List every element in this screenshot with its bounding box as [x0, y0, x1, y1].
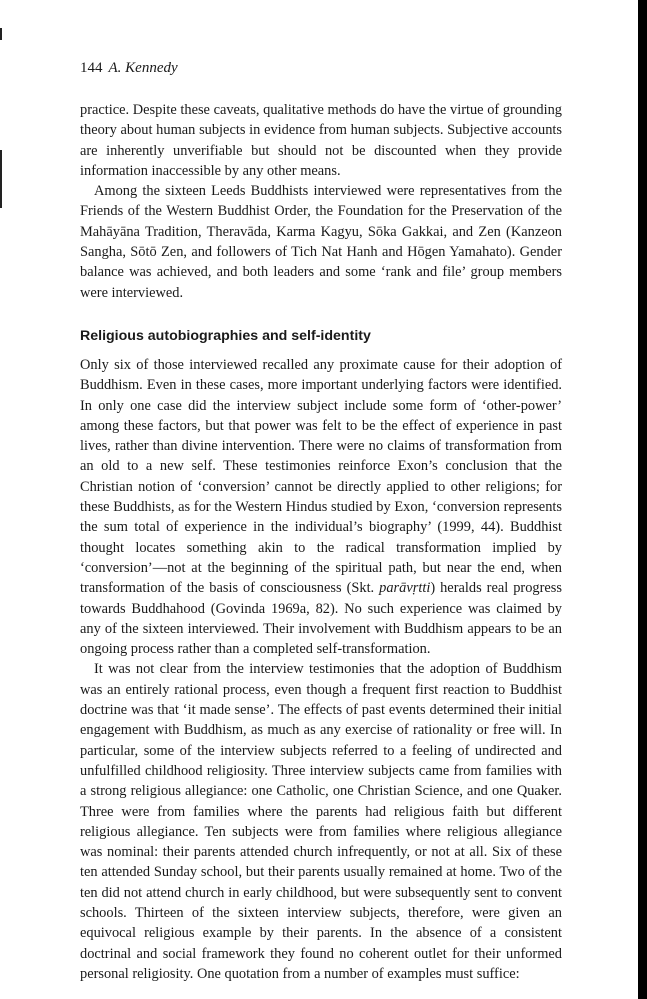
running-head-author: A. Kennedy: [108, 60, 178, 76]
page-number: 144: [80, 60, 103, 76]
scan-margin-mark: [0, 28, 2, 40]
sanskrit-term: parāvṛtti: [379, 580, 431, 597]
section-heading: Religious autobiographies and self-identity: [80, 327, 371, 344]
scan-edge-bar: [638, 0, 647, 999]
paragraph-interviewees: Among the sixteen Leeds Buddhists interviewed were representatives from the Friends of the Western Buddhist Order, the Foundation for the Preservation of the Mahāyāna Tradition, Theravāda, Karma Kagyu, Sōka Gakkai, and Zen (Kanzeon Sangha, Sōtō Zen, and followers of Tich Nat Hanh and Hōgen Yamahato). Gender balance was achieved, and both leaders and some ‘rank and file’ group members were interviewed.: [80, 183, 562, 301]
page-content: [80, 58, 562, 984]
paragraph-conversion: [80, 355, 562, 659]
paragraph-conversion-text-2: ) heralds real progress towards Buddhahood (Govinda 1969a, 82). No such experience was claimed by any of the sixteen interviewed. Their involvement with Buddhism appears to be an ongoing process rather than a completed self-transformation.: [80, 580, 562, 658]
running-head: [80, 58, 562, 78]
paragraph-childhood-religiosity: It was not clear from the interview testimonies that the adoption of Buddhism was an entirely rational process, even though a frequent first reaction to Buddhist doctrine was that ‘it made sense’. The effects of past events determined their initial engagement with Buddhism, as much as any exercise of rationality or free will. In particular, some of the interview subjects referred to a feeling of undirected and unfulfilled childhood religiosity. Three interview subjects came from families with a strong religious allegiance: one Catholic, one Christian Science, and one Quaker. Three were from families where the parents had religious faith but different religious allegiance. Ten subjects were from families where religious allegiance was nominal: their parents attended church infrequently, or not at all. Six of these ten attended Sunday school, but their parents usually remained at home. Two of the ten did not attend church in early childhood, but were subsequently sent to convent schools. Thirteen of the sixteen interview subjects, therefore, were given an equivocal religious example by their parents. In the absence of a consistent doctrinal and social framework they found no coherent outlet for their unformed personal religiosity. One quotation from a number of examples must suffice:: [80, 661, 562, 982]
paragraph-conversion-text-1: Only six of those interviewed recalled any proximate cause for their adoption of Buddhism. Even in these cases, more important underlying factors were identified. In only one case did the interview subject include some form of ‘other-power’ among these factors, but that power was felt to be the effect of experience in past lives, rather than divine intervention. There were no claims of transformation from an old to a new self. These testimonies reinforce Exon’s conclusion that the Christian notion of ‘conversion’ cannot be directly applied to other religions; for these Buddhists, as for the Western Hindus studied by Exon, ‘conversion represents the sum total of experience in the individual’s biography’ (1999, 44). Buddhist thought locates something akin to the radical transformation implied by ‘conversion’—not at the beginning of the spiritual path, but near the end, when transformation of the basis of consciousness (Skt.: [80, 356, 562, 597]
paragraph-qualitative-methods: practice. Despite these caveats, qualitative methods do have the virtue of grounding theory about human subjects in evidence from human subjects. Subjective accounts are inherently unverifiable but should not be discounted when they provide information inaccessible by any other means.: [80, 102, 562, 179]
scan-margin-mark: [0, 150, 2, 208]
